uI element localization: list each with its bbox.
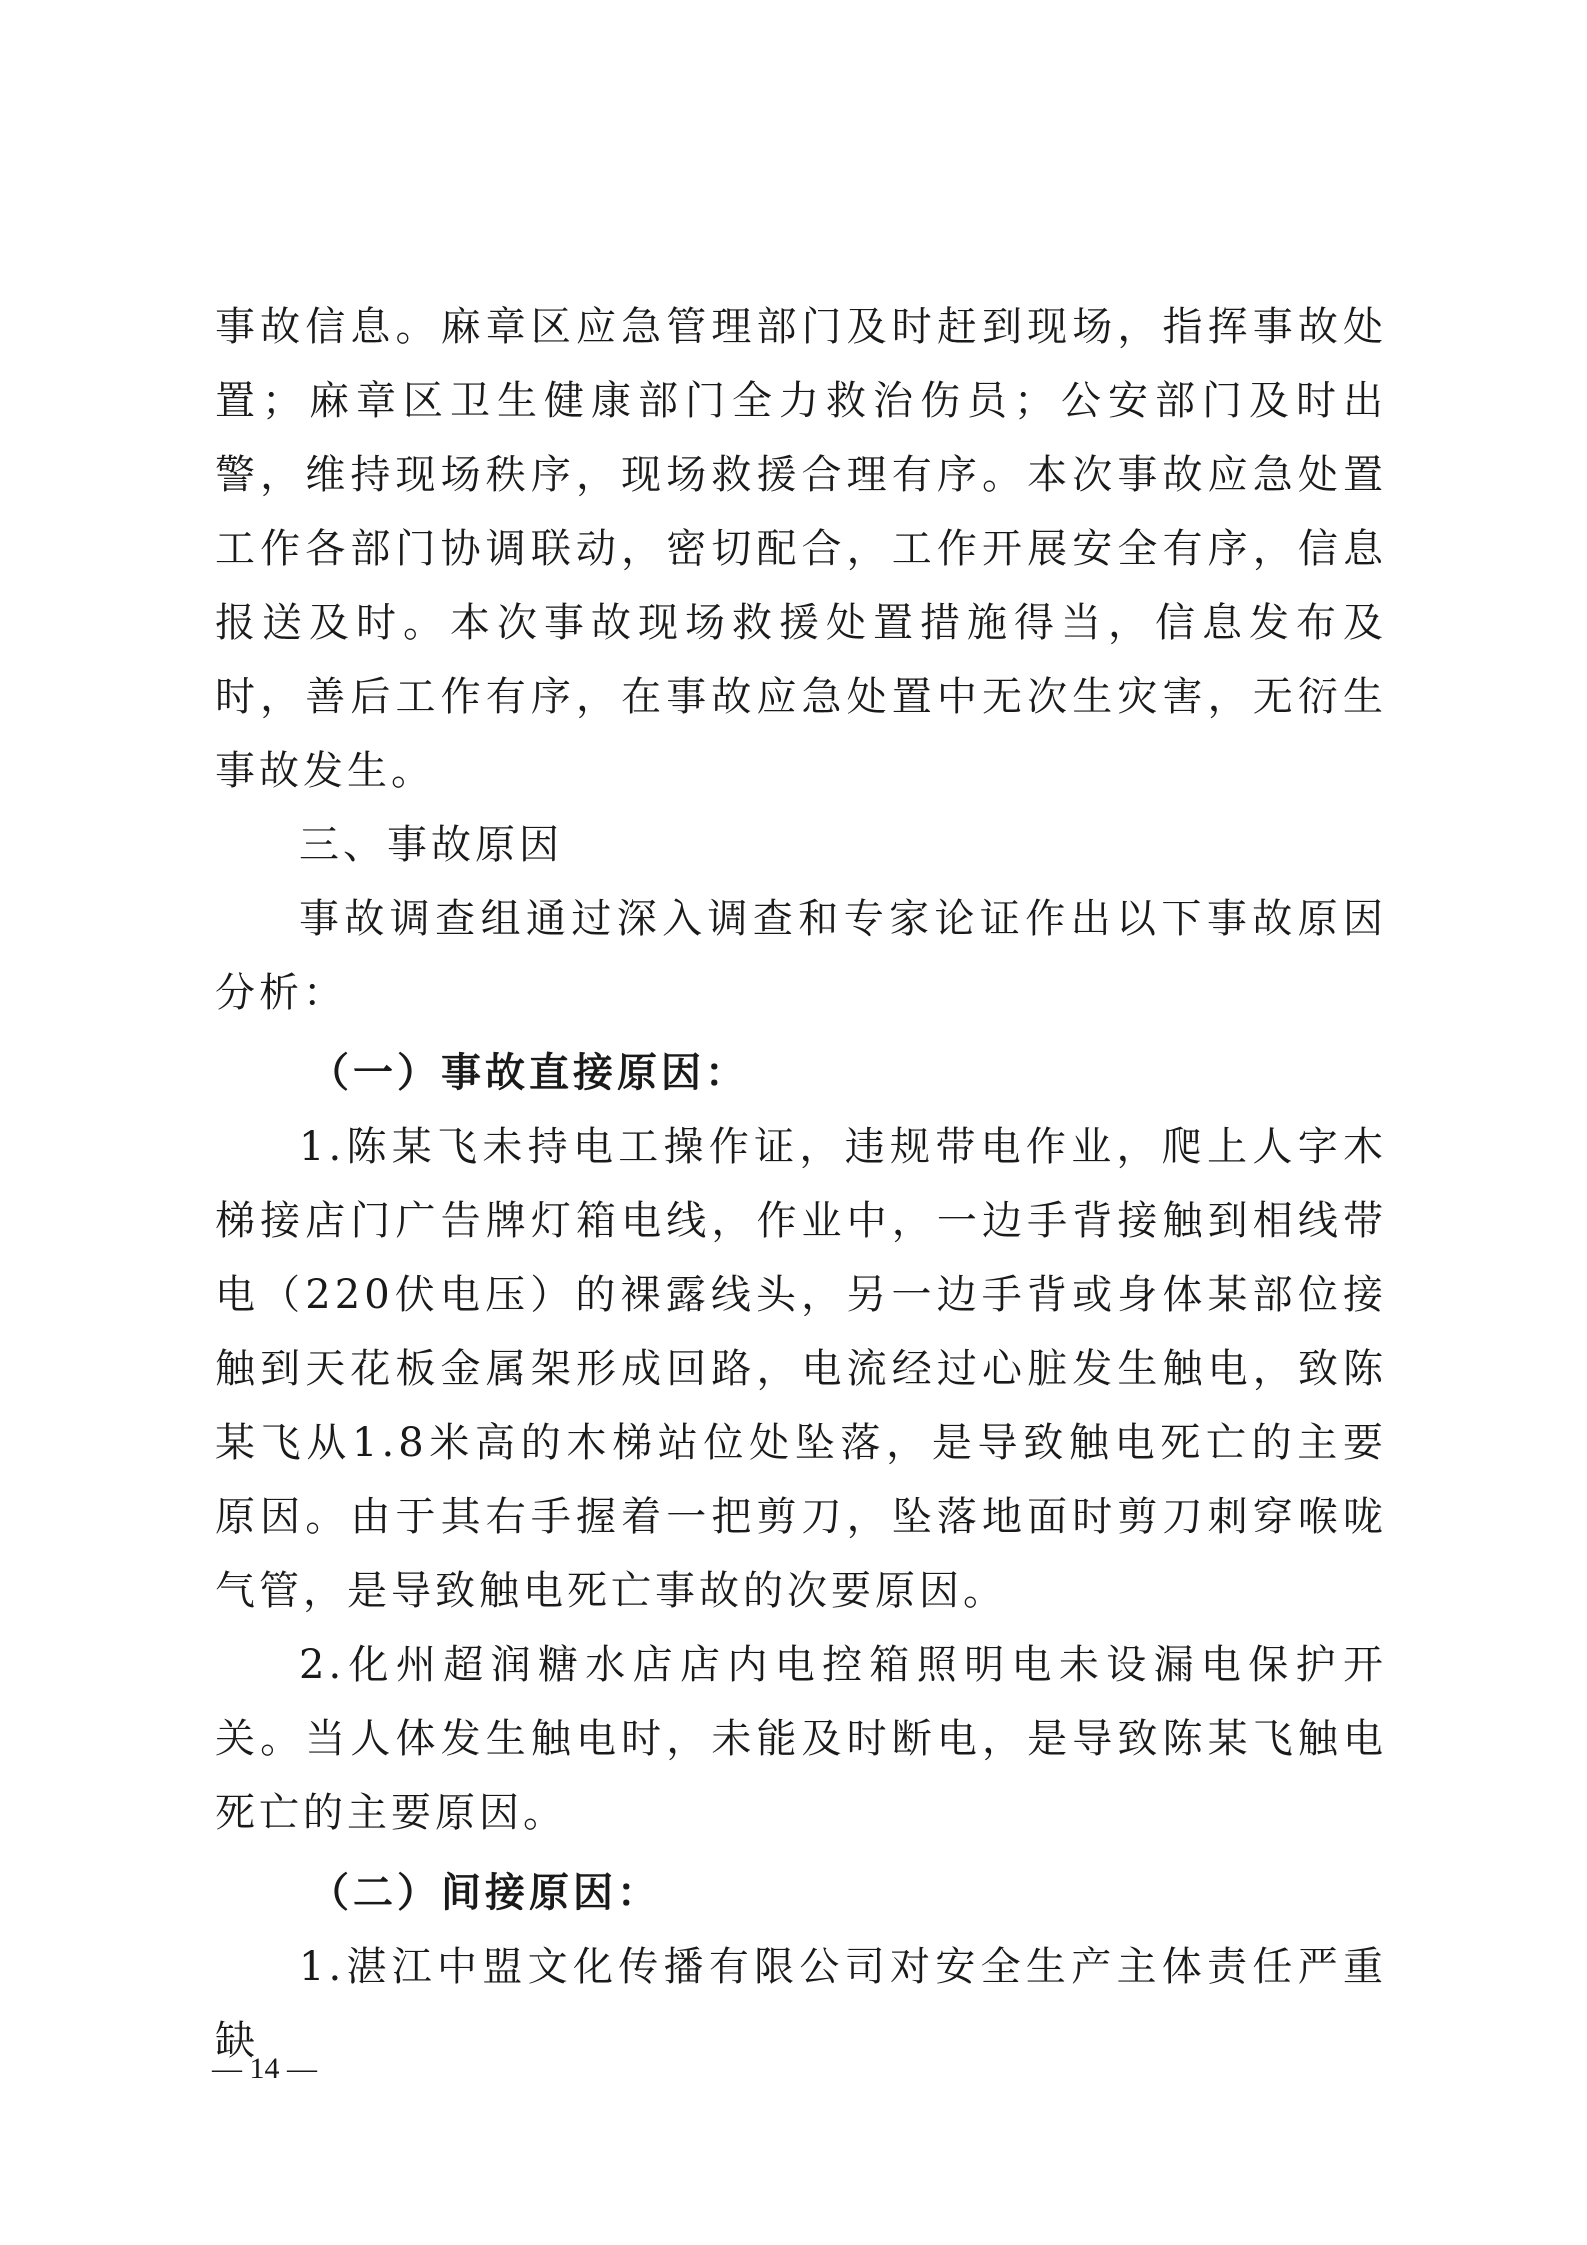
list-number: 1. (299, 1944, 346, 1990)
company-name: 湛江中盟文化传播有限公司 (345, 1944, 891, 1990)
paragraph-direct-cause-2: 2.化州超润糖水店店内电控箱照明电未设漏电保护开关。当人体发生触电时，未能及时断电，是导致陈某飞触电死亡的主要原因。 (215, 1642, 1387, 1836)
paragraph-indirect-cause-1 (215, 1930, 1387, 2078)
subheading-direct-causes: （一）事故直接原因： (309, 1049, 749, 1096)
paragraph-emergency-response: 事故信息。麻章区应急管理部门及时赶到现场，指挥事故处置；麻章区卫生健康部门全力救治伤员；公安部门及时出警，维持现场秩序，现场救援合理有序。本次事故应急处置工作各部门协调联动，密切配合，工作开展安全有序，信息报送及时。本次事故现场救援处置措施得当，信息发布及时，善后工作有序，在事故应急处置中无次生灾害，无衍生事故发生。 (215, 304, 1387, 794)
paragraph-text: 对安全生产主体责任严重缺 (215, 1944, 1387, 2064)
paragraph-investigation-intro: 事故调查组通过深入调查和专家论证作出以下事故原因分析： (215, 896, 1387, 1016)
document-body (215, 290, 1387, 2078)
subheading-indirect-causes: （二）间接原因： (309, 1869, 661, 1916)
section-heading-accident-causes: 三、事故原因 (299, 822, 563, 868)
page-number: — 14 — (212, 2052, 317, 2085)
paragraph-direct-cause-1: 1.陈某飞未持电工操作证，违规带电作业，爬上人字木梯接店门广告牌灯箱电线，作业中，一边手背接触到相线带电（220伏电压）的裸露线头，另一边手背或身体某部位接触到天花板金属架形成回路，电流经过心脏发生触电，致陈某飞从1.8米高的木梯站位处坠落，是导致触电死亡的主要原因。由于其右手握着一把剪刀，坠落地面时剪刀刺穿喉咙气管，是导致触电死亡事故的次要原因。 (215, 1124, 1387, 1614)
